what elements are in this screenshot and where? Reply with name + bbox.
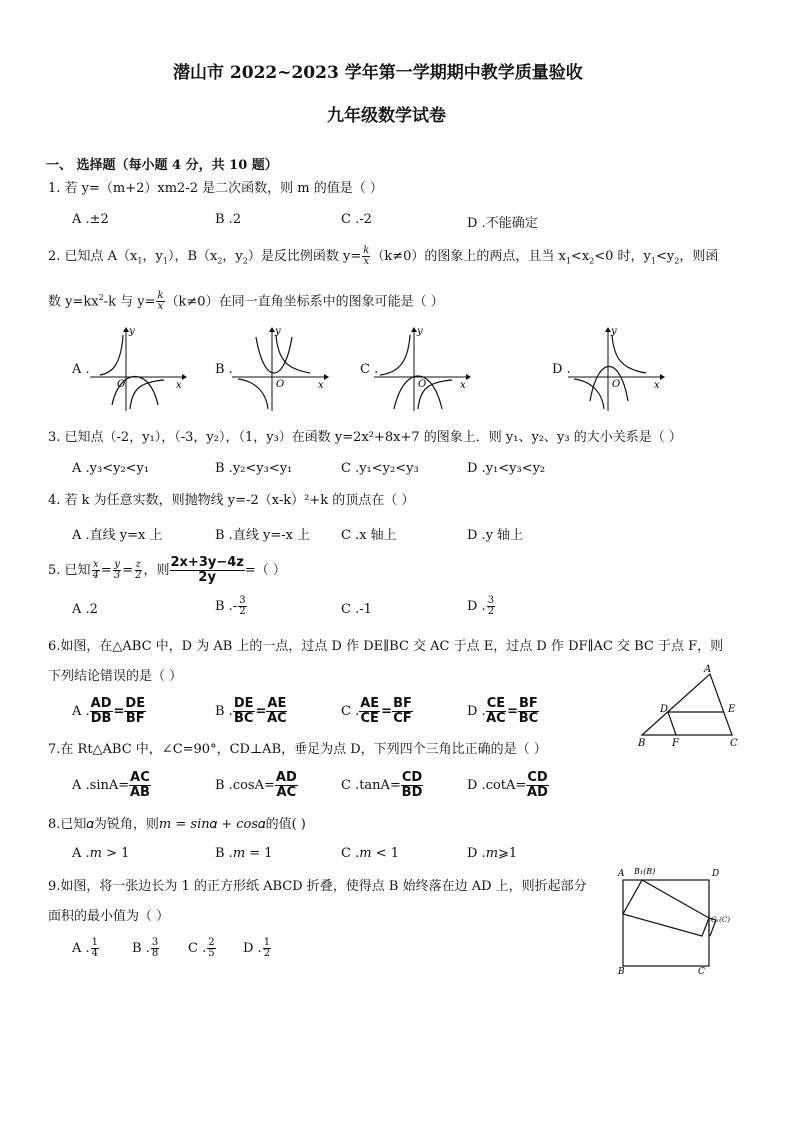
q7-option-a[interactable]: A .sinA= $\frac{AC}{AB}$	[72, 770, 150, 800]
q8-option-c[interactable]: C .𝑚 < 1	[341, 846, 399, 861]
q3-option-c[interactable]: C .y₁<y₂<y₃	[341, 461, 419, 476]
q2-option-b-graph[interactable]	[230, 325, 330, 413]
svg-text:A: A	[704, 664, 712, 675]
q7-stem: 7.在 Rt△ABC 中，∠C=90°，CD⊥AB，垂足为点 D，下列四个三角比正确的是（ ）	[48, 742, 547, 757]
q9-option-d[interactable]: D . $\frac{1}{2}$	[243, 937, 271, 959]
svg-text:E: E	[728, 704, 736, 715]
svg-text:C: C	[730, 738, 738, 749]
q3-stem: 3. 已知点（-2，y₁），（-3，y₂），（1，y₃）在函数 y=2x²+8x+7 的图象上．则 y₁、y₂、y₃ 的大小关系是（ ）	[48, 430, 682, 445]
q5-option-c[interactable]: C .-1	[341, 602, 372, 617]
exam-subtitle: 九年级数学试卷	[327, 106, 446, 126]
q5-option-a[interactable]: A .2	[72, 602, 98, 617]
q8-stem: 8.已知𝛼为锐角，则𝑚 = 𝑠𝑖𝑛𝛼 + 𝑐𝑜𝑠𝛼的值( )	[48, 817, 306, 832]
svg-text:x: x	[460, 380, 466, 391]
q4-stem: 4. 若 k 为任意实数，则抛物线 y=-2（x-k）²+k 的顶点在（ ）	[48, 493, 415, 508]
q9-option-b[interactable]: B . $\frac{3}{8}$	[132, 937, 159, 959]
q1-option-a[interactable]: A .±2	[72, 212, 109, 227]
q9-stem-line2: 面积的最小值为（ ）	[48, 909, 170, 924]
q6-option-a[interactable]: A . $\frac{AD}{DB}$ = $\frac{DE}{BF}$	[72, 696, 146, 726]
q2-option-a-label[interactable]: A .	[72, 362, 90, 377]
q6-stem-line1: 6.如图，在△ABC 中，D 为 AB 上的一点，过点 D 作 DE∥BC 交 AC 于点 E，过点 D 作 DF∥AC 交 BC 于点 F，则	[48, 639, 724, 654]
svg-text:D: D	[712, 869, 720, 879]
svg-text:O: O	[418, 379, 427, 390]
q7-option-d[interactable]: D .cotA= $\frac{CD}{AD}$	[467, 770, 548, 800]
q4-option-a[interactable]: A .直线 y=x 上	[72, 528, 163, 543]
q8-option-d[interactable]: D .𝑚⩾1	[467, 846, 518, 861]
q2-option-b-label[interactable]: B .	[215, 362, 233, 377]
svg-text:B₁(B): B₁(B)	[634, 867, 656, 876]
svg-text:x: x	[654, 380, 660, 391]
q4-option-d[interactable]: D .y 轴上	[467, 528, 524, 543]
q2-option-d-graph[interactable]	[566, 325, 666, 413]
q2-option-c-label[interactable]: C .	[360, 362, 379, 377]
q6-option-c[interactable]: C . $\frac{AE}{CE}$ = $\frac{BF}{CF}$	[341, 696, 412, 726]
q2-stem-line1: 2. 已知点 $A(x_1$，$y_1$），$B(x_2$，$y_2$）是反比例函数 y= $\frac{k}{x}$ （k≠0）的图象上的两点，且当 $x_1<x_2<0$ 时，$y_1<y_2$，则函	[48, 245, 719, 267]
svg-text:y: y	[129, 326, 135, 337]
q9-option-c[interactable]: C . $\frac{2}{5}$	[188, 937, 215, 959]
q3-option-d[interactable]: D .y₁<y₃<y₂	[467, 461, 546, 476]
section-heading: 一、 选择题（每小题 4 分，共 10 题）	[46, 158, 278, 173]
q5-option-d[interactable]: D . $\frac{3}{2}$	[467, 595, 495, 617]
svg-text:y: y	[417, 326, 423, 337]
q6-option-b[interactable]: B . $\frac{DE}{BC}$ = $\frac{AE}{AC}$	[215, 696, 287, 726]
svg-text:C₁(C): C₁(C)	[711, 916, 730, 924]
svg-text:A: A	[618, 869, 625, 879]
q7-option-c[interactable]: C .tanA= $\frac{CD}{BD}$	[341, 770, 423, 800]
q1-option-c[interactable]: C .-2	[341, 212, 372, 227]
svg-text:y: y	[611, 326, 617, 337]
q3-option-b[interactable]: B .y₂<y₃<y₁	[215, 461, 293, 476]
q9-stem-line1: 9.如图，将一张边长为 1 的正方形纸 ABCD 折叠，使得点 B 始终落在边 AD 上，则折起部分	[48, 879, 587, 894]
svg-text:C: C	[698, 967, 705, 977]
q1-stem: 1. 若 y=（m+2）xm2-2 是二次函数，则 m 的值是（ ）	[48, 181, 383, 196]
svg-text:D: D	[660, 704, 669, 715]
q8-option-b[interactable]: B .𝑚 = 1	[215, 846, 273, 861]
svg-text:B: B	[638, 738, 646, 749]
svg-text:O: O	[276, 379, 285, 390]
q4-option-b[interactable]: B .直线 y=-x 上	[215, 528, 311, 543]
q9-square-fold-figure	[610, 862, 745, 977]
q6-triangle-figure	[632, 660, 744, 750]
svg-text:x: x	[318, 380, 324, 391]
svg-text:F: F	[672, 738, 679, 749]
q2-option-d-label[interactable]: D .	[552, 362, 571, 377]
q5-option-b[interactable]: B .- $\frac{3}{2}$	[215, 595, 246, 617]
q6-stem-line2: 下列结论错误的是（ ）	[48, 669, 183, 684]
exam-title: 潜山市 2022~2023 学年第一学期期中教学质量验收	[173, 63, 583, 83]
q3-option-a[interactable]: A .y₃<y₂<y₁	[72, 461, 150, 476]
svg-text:y: y	[275, 326, 281, 337]
svg-text:O: O	[612, 379, 621, 390]
q5-stem: 5. 已知 $\frac{x}{4}$ = $\frac{y}{3}$ = $\frac{z}{2}$ ，则 $\frac{2x+3y-4z}{2y}$ =（ ）	[48, 555, 286, 585]
q2-option-c-graph[interactable]	[372, 325, 472, 413]
q9-option-a[interactable]: A . $\frac{1}{4}$	[72, 937, 99, 959]
svg-text:O: O	[117, 379, 126, 390]
q6-option-d[interactable]: D . $\frac{CE}{AC}$ = $\frac{BF}{BC}$	[467, 696, 539, 726]
q1-option-b[interactable]: B .2	[215, 212, 242, 227]
svg-text:B: B	[618, 967, 625, 977]
q4-option-c[interactable]: C .x 轴上	[341, 528, 397, 543]
q2-stem-line2: 数 $y=kx^2-k$ 与 y= $\frac{k}{x}$ （k≠0）在同一直角坐标系中的图象可能是（ ）	[48, 290, 444, 313]
q7-option-b[interactable]: B .cosA= $\frac{AD}{AC}$	[215, 770, 297, 800]
q8-option-a[interactable]: A .𝑚 > 1	[72, 846, 130, 861]
svg-text:x: x	[176, 380, 182, 391]
q1-option-d[interactable]: D .不能确定	[467, 216, 538, 231]
q2-option-a-graph[interactable]	[88, 325, 188, 413]
